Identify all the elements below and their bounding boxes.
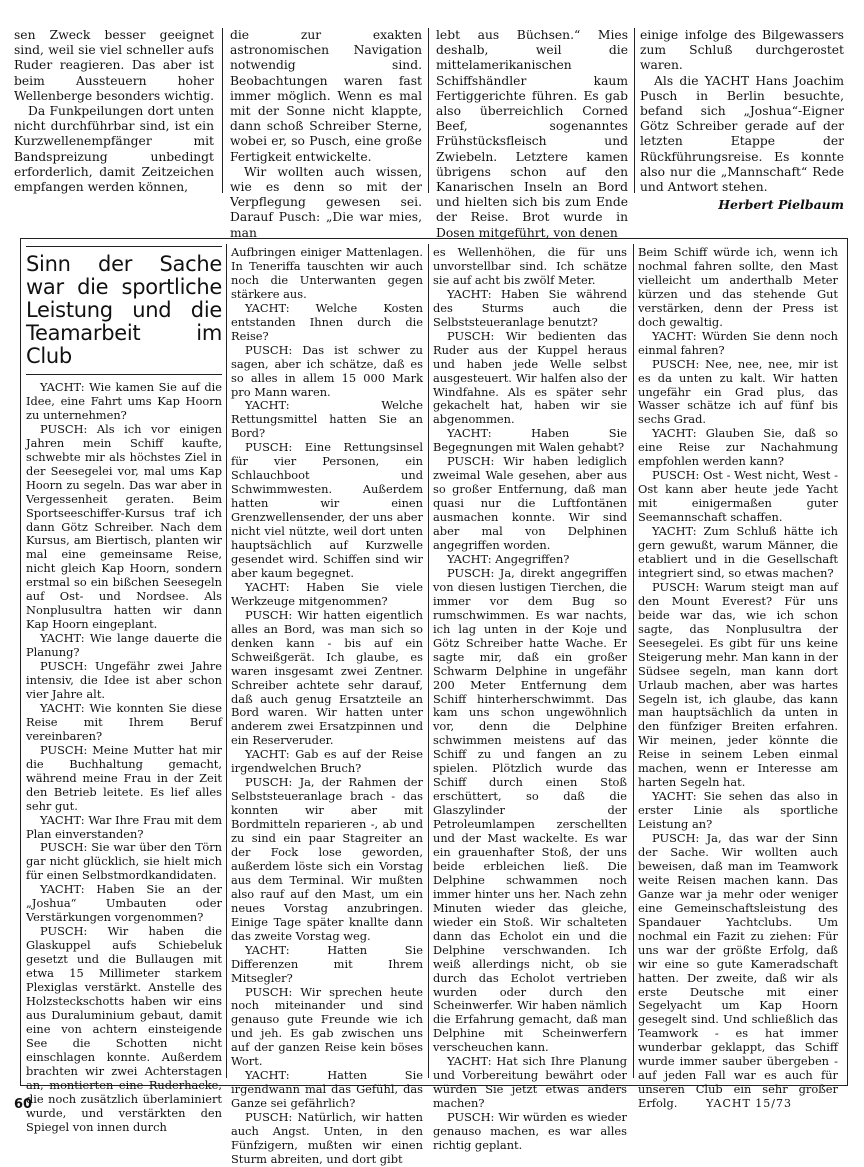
headline-rule xyxy=(26,246,222,247)
interview-column-4 xyxy=(638,246,838,1111)
interview-column-2 xyxy=(231,246,423,1167)
top-article-column-1 xyxy=(14,28,214,195)
paragraph: Da Funkpeilungen dort unten nicht durchführbar sind, ist ein Kurzwellenempfänger mit Bandspreizung unbedingt erforderlich, damit Zeitzeichen empfangen werden können, xyxy=(14,104,214,195)
paragraph: PUSCH: Warum steigt man auf den Mount Everest? Für uns beide war das, wie ich schon sagte, das Nonplusultra der Seesegelei. Es gibt für uns keine Steigerung mehr. Man kann in der Südsee segeln, man kann dort Urlaub machen, aber was hartes Segeln ist, ich glaube, das kann man hauptsächlich da unten in den fünfziger Breiten erfahren. Wir meinen, jeder könnte die Reise in seinem Leben einmal machen, wenn er Interesse am harten Segeln hat. xyxy=(638,579,838,790)
paragraph: YACHT: Zum Schluß hätte ich gern gewußt, warum Männer, die etabliert und in die Gesellschaft integriert sind, so etwas machen? xyxy=(638,524,838,580)
column-divider xyxy=(428,244,429,1078)
column-divider xyxy=(222,28,223,193)
paragraph: PUSCH: Eine Rettungsinsel für vier Personen, ein Schlauchboot und Schwimmwesten. Außerdem hatten wir einen Grenzwellensender, der uns aber nicht viel nützte, weil dort unten hauptsächlich auf Kurzwelle gesendet wird. Schiffen sind wir aber kaum begegnet. xyxy=(231,440,423,580)
paragraph: sen Zweck besser geeignet sind, weil sie viel schneller aufs Ruder reagieren. Das aber ist beim Aussteuern hoher Wellenberge besonders wichtig. xyxy=(14,28,215,103)
paragraph: PUSCH: Sie war über den Törn gar nicht glücklich, sie hielt mich für einen Selbstmordkandidaten. xyxy=(26,840,222,883)
column-divider xyxy=(428,28,429,193)
column-divider xyxy=(634,28,635,193)
paragraph: PUSCH: Natürlich, wir hatten auch Angst. Unten, in den Fünfzigern, mußten wir einen Sturm abreiten, und dort gibt xyxy=(231,1110,423,1166)
paragraph: PUSCH: Nee, nee, nee, mir ist es da unten zu kalt. Wir hatten ungefähr ein Grad plus, das Wasser schätze ich auf fünf bis sechs Grad. xyxy=(638,356,838,427)
paragraph: YACHT: Haben Sie viele Werkzeuge mitgenommen? xyxy=(231,579,423,608)
paragraph: YACHT: Hatten Sie irgendwann mal das Gefühl, das Ganze sei gefährlich? xyxy=(231,1068,423,1111)
author-signature: Herbert Pielbaum xyxy=(718,197,844,213)
paragraph: YACHT: Haben Sie Begegnungen mit Walen gehabt? xyxy=(433,426,627,455)
magazine-issue: YACHT 15/73 xyxy=(706,1097,792,1110)
interview-headline: Sinn der Sache war die sportliche Leistung und die Teamarbeit im Club xyxy=(26,252,222,368)
paragraph: PUSCH: Wir bedienten das Ruder aus der Kuppel heraus und haben jede Welle selbst ausgesteuert. Wir halfen also der Windfahne. Als es später sehr gekachelt hat, haben wir sie abgenommen. xyxy=(433,328,627,427)
paragraph: YACHT: Sie sehen das also in erster Linie als sportliche Leistung an? xyxy=(638,789,838,832)
paragraph: PUSCH: Wir hatten eigentlich alles an Bord, was man sich so denken kann - bis auf ein Schweißgerät. Ich glaube, es waren insgesamt zwei Zentner. Schreiber achtete sehr darauf, daß auch genug Ersatzteile an Bord waren. Wir hatten unter anderem zwei Ersatzpinnen und ein Reserveruder. xyxy=(231,607,423,748)
top-article-column-3 xyxy=(436,28,628,241)
paragraph: PUSCH: Ungefähr zwei Jahre intensiv, die Idee ist aber schon vier Jahre alt. xyxy=(26,659,222,701)
paragraph: einige infolge des Bilgewassers zum Schluß durchgerostet waren. xyxy=(640,28,844,73)
paragraph: YACHT: Gab es auf der Reise irgendwelchen Bruch? xyxy=(231,747,423,776)
paragraph: PUSCH: Das ist schwer zu sagen, aber ich schätze, daß es so alles in allem 15 000 Mark pro Mann waren. xyxy=(231,342,423,399)
interview-column-3 xyxy=(433,246,627,1153)
paragraph: YACHT: Angegriffen? xyxy=(447,551,570,566)
paragraph: PUSCH: Ja, direkt angegriffen von diesen lustigen Tierchen, die immer vor dem Bug so rumschwimmen. Es war nachts, ich lag unten in der Koje und Götz Schreiber hatte Wache. Er sagte mir, daß ein großer Schwarm Delphine in ungefähr 200 Meter Entfernung dem Schiff hinterherschwimmt. Das kam uns schon ungewöhnlich vor, denn die Delphine schwimmen meistens auf das Schiff zu und fangen an zu spielen. Plötzlich wurde das Schiff durch einen Stoß erschüttert, so daß die Glaszylinder der Petroleumlampen zerschellten und der Mast wackelte. Es war ein grauenhafter Stoß, der uns beide erbleichen ließ. Die Delphine schwammen noch immer hinter uns her. Nach zehn Minuten wieder das gleiche, wieder ein Stoß. Wir schalteten dann das Echolot ein und die Delphine verschwanden. Ich weiß allerdings nicht, ob sie durch das Echolot vertrieben wurden oder durch den Scheinwerfer. Wir haben nämlich die Erfahrung gemacht, daß man Delphine mit Scheinwerfern verscheuchen kann. xyxy=(433,565,627,1055)
paragraph: PUSCH: Ja, das war der Sinn der Sache. Wir wollten auch beweisen, daß man im Teamwork weite Reisen machen kann. Das Ganze war ja mehr oder weniger eine Gemeinschaftsleistung des Spandauer Yachtclubs. Um nochmal ein Fazit zu ziehen: Für uns war der größte Erfolg, daß wir eine so gute Kameradschaft hatten. Der zweite, daß wir als erste Deutsche mit einer Segelyacht um Kap Hoorn gesegelt sind. Und schließlich das Teamwork - es hat immer wunderbar geklappt, das Schiff wurde immer sauber übergeben - auf jeden Fall war es auch für unseren Club ein sehr großer Erfolg. xyxy=(638,831,838,1111)
paragraph: Als die YACHT Hans Joachim Pusch in Berlin besuchte, befand sich „Joshua“-Eigner Götz Schreiber gerade auf der letzten Etappe der Rückführungsreise. Es konnte also nur die „Mannschaft“ Rede und Antwort stehen. xyxy=(640,73,844,195)
paragraph: YACHT: Wie konnten Sie diese Reise mit Ihrem Beruf vereinbaren? xyxy=(26,700,222,743)
paragraph: YACHT: Würden Sie denn noch einmal fahren? xyxy=(638,328,838,357)
paragraph: lebt aus Büchsen.“ Mies deshalb, weil die mittelamerikanischen Schiffshändler kaum Fertiggerichte führen. Es gab also überreichlich Corned Beef, sogenanntes Frühstücksfleisch und Zwiebeln. Letztere kamen übrigens schon auf den Kanarischen Inseln an Bord und hielten sich bis zum Ende der Reise. Brot wurde in Dosen mitgeführt, von denen xyxy=(436,28,628,240)
paragraph: es Wellenhöhen, die für uns unvorstellbar sind. Ich schätze sie auf acht bis zwölf Meter. xyxy=(433,245,627,287)
paragraph: YACHT: Wie lange dauerte die Planung? xyxy=(26,631,222,660)
paragraph: PUSCH: Ja, der Rahmen der Selbststeueranlage brach - das konnten wir aber mit Bordmitteln reparieren -, ab und zu sind ein paar Stagreiter an der Fock lose geworden, außerdem löste sich ein Vorstag aus dem Terminal. Wir mußten also rauf auf den Mast, um ein neues Vorstag anzubringen. Einige Tage später knallte dann das zweite Vorstag weg. xyxy=(231,775,423,943)
paragraph: YACHT: Glauben Sie, daß so eine Reise zur Nachahmung empfohlen werden kann? xyxy=(638,426,838,469)
paragraph: YACHT: War Ihre Frau mit dem Plan einverstanden? xyxy=(26,812,222,841)
paragraph: YACHT: Welche Rettungsmittel hatten Sie an Bord? xyxy=(231,398,423,441)
top-article-column-2 xyxy=(230,28,422,241)
interview-column-1 xyxy=(26,246,222,1134)
column-divider xyxy=(633,244,634,1078)
paragraph: PUSCH: Meine Mutter hat mir die Buchhaltung gemacht, während meine Frau in der Zeit den Betrieb leitete. Es lief alles sehr gut. xyxy=(26,742,222,813)
paragraph: YACHT: Wie kamen Sie auf die Idee, eine Fahrt ums Kap Hoorn zu unternehmen? xyxy=(26,380,222,422)
paragraph: YACHT: Welche Kosten entstanden Ihnen durch die Reise? xyxy=(231,300,423,343)
column-divider xyxy=(226,244,227,1078)
paragraph: Wir wollten auch wissen, wie es denn so mit der Verpflegung gewesen sei. Darauf Pusch: „Die war mies, man xyxy=(230,164,422,240)
paragraph: PUSCH: Wir sprechen heute noch miteinander und sind genauso gute Freunde wie ich und jeh. Es gab zwischen uns auf der ganzen Reise kein böses Wort. xyxy=(231,984,423,1069)
paragraph: YACHT: Hat sich Ihre Planung und Vorbereitung bewährt oder würden Sie jetzt etwas anders machen? xyxy=(433,1054,627,1111)
page-number: 60 xyxy=(14,1097,33,1112)
paragraph: PUSCH: Wir haben lediglich zweimal Wale gesehen, aber aus so großer Entfernung, daß man quasi nur die Luftfontänen ausmachen konnte. Wir sind aber mal von Delphinen angegriffen worden. xyxy=(433,454,627,553)
paragraph: PUSCH: Wir haben die Glaskuppel aufs Schiebeluk gesetzt und die Bullaugen mit etwa 15 Millimeter starkem Plexiglas verstärkt. Anstelle des Holzsteckschotts haben wir eins aus Duraluminium gebaut, damit eine von achtern einsteigende See die Schotten nicht einschlagen konnte. Außerdem brachten wir zwei Achterstagen an, montierten eine Ruderhacke, die noch zusätzlich überlaminiert wurde, und verstärkten den Spiegel von innen durch xyxy=(26,924,222,1134)
headline-rule xyxy=(26,374,222,375)
paragraph: YACHT: Haben Sie während des Sturms auch die Selbststeueranlage benutzt? xyxy=(433,286,627,329)
paragraph: PUSCH: Ost - West nicht, West - Ost kann aber heute jede Yacht mit einigermaßen guter Seemannschaft schaffen. xyxy=(638,468,838,525)
paragraph: PUSCH: Wir würden es wieder genauso machen, es war alles richtig geplant. xyxy=(433,1110,627,1152)
paragraph: YACHT: Hatten Sie Differenzen mit Ihrem Mitsegler? xyxy=(231,942,423,985)
paragraph: Beim Schiff würde ich, wenn ich nochmal fahren sollte, den Mast vielleicht um anderthalb Meter kürzen und das stehende Gut verstärken, denn der Press ist doch gewaltig. xyxy=(638,245,838,329)
paragraph: YACHT: Haben Sie an der „Joshua“ Umbauten oder Verstärkungen vorgenommen? xyxy=(26,882,222,925)
paragraph: die zur exakten astronomischen Navigation notwendig sind. Beobachtungen waren fast immer möglich. Wenn es mal mit der Sonne nicht klappte, dann schoß Schreiber Sterne, wobei er, so Pusch, eine große Fertigkeit entwickelte. xyxy=(230,28,422,164)
paragraph: Aufbringen einiger Mattenlagen. In Teneriffa tauschten wir auch noch die Unterwanten gegen stärkere aus. xyxy=(231,245,423,301)
top-article-column-4 xyxy=(640,28,844,212)
paragraph: PUSCH: Als ich vor einigen Jahren mein Schiff kaufte, schwebte mir als höchstes Ziel in der Seesegelei vor, mal ums Kap Hoorn zu segeln. Das war aber in Vergessenheit geraten. Beim Sportseeschiffer-Kursus traf ich dann Götz Schreiber. Nach dem Kursus, am Biertisch, planten wir mal eine gemeinsame Reise, nicht gleich Kap Hoorn, sondern erstmal so ein bißchen Seesegeln auf Ost- und Nordsee. Als Nonplusultra hatten wir dann Kap Hoorn eingeplant. xyxy=(26,421,222,632)
